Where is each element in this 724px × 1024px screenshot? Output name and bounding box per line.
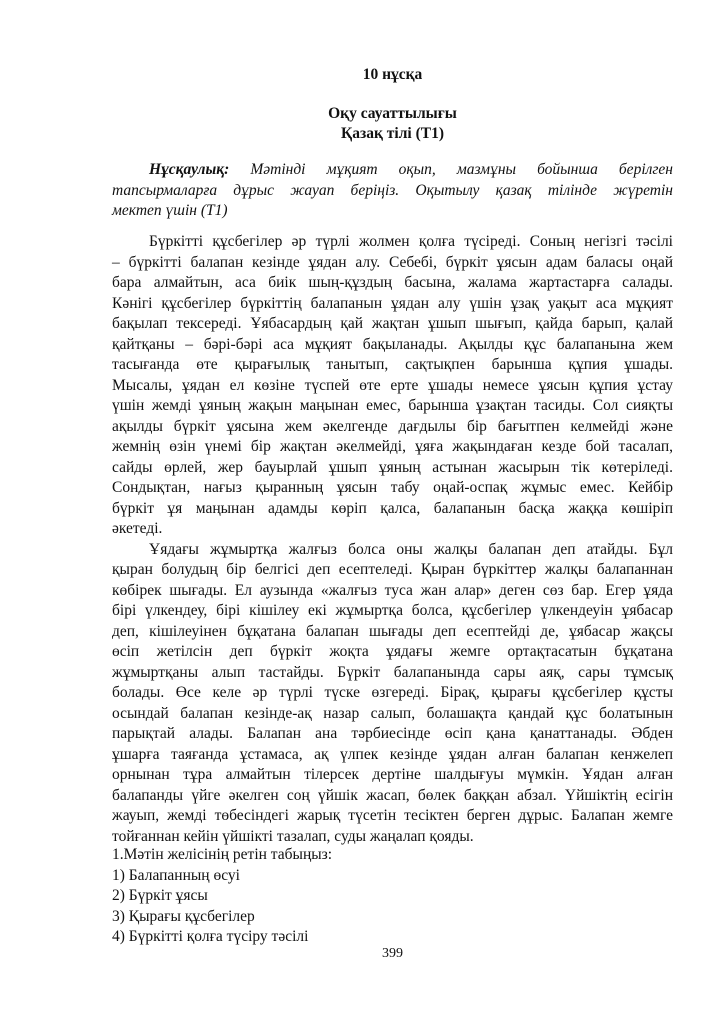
text-line: бара алмайтын, аса биік шың-құздың басына, жалама жартастарға салады. [112, 274, 673, 291]
text-line: жауып, жемді төбесіндегі жарық түсетін тесіктен берген дұрыс. Балапан жемге [112, 807, 673, 824]
paragraph-1 [112, 232, 673, 540]
text-line: қыран болудың бір белгісі деп есептеледі. Қыран бүркіттер жалқы балапаннан [112, 561, 673, 578]
subject-heading: Оқу сауаттылығы [328, 105, 457, 122]
text-line: Бүркітті құсбегілер әр түрлі жолмен қолға түсіреді. Соның негізгі тәсілі [149, 233, 673, 250]
text-line: бақылап тексереді. Ұябасардың қай жақтан ұшып шығып, қайда барып, қалай [112, 315, 673, 332]
text-line: Кәнігі құсбегілер бүркіттің балапанын ұядан алу үшін ұзақ уақыт аса мұқият [112, 294, 673, 312]
reading-text [112, 232, 673, 847]
variant-heading: 10 нұсқа [362, 66, 423, 83]
text-line: Ұядағы жұмыртқа жалғыз болса оны жалқы балапан деп атайды. Бұл [149, 540, 673, 558]
instruction-label: Нұсқаулық: [149, 161, 230, 178]
text-line: парықтай алады. Балапан ана тәрбиесінде өсіп қана қанаттанады. Әбден [112, 725, 673, 742]
text-line: өсіп жетілсін деп бүркіт жоқта ұядағы жемге ортақтасатын бұқатана [112, 643, 673, 660]
instruction-line: тапсырмаларға дұрыс жауап беріңіз. Оқытылу қазақ тілінде жүретін [112, 181, 673, 199]
text-line: әкетеді. [112, 520, 163, 537]
text-line: – бүркітті балапан кезінде ұядан алу. Себебі, бүркіт ұясын адам баласы оңай [112, 253, 673, 271]
instruction-line: Нұсқаулық: Мәтінді мұқият оқып, мазмұны бойынша берілген [149, 161, 673, 178]
text-line: сайды өрлей, жер бауырлай ұшып ұяның астынан жасырын тік көтеріледі. [112, 458, 673, 476]
answer-option[interactable]: 4) Бүркітті қолға түсіру тәсілі [112, 928, 309, 945]
text-line: бүркіт ұя маңынан адамды көріп қалса, балапанын басқа жаққа көшіріп [112, 499, 673, 517]
text-line: Сондықтан, нағыз қыранның ұясын табу оңай-оспақ жұмыс емес. Кейбір [112, 479, 673, 496]
question-block [112, 845, 673, 948]
text-line: тасығанда өте қырағылық танытып, сақтықпен барынша құпия ұшады. [112, 356, 673, 373]
text-line: орнынан тұра алмайтын тілерсек дертіне шалдығуы мүмкін. Ұядан алған [112, 766, 673, 783]
answer-option[interactable]: 1) Балапанның өсуі [112, 866, 240, 884]
paragraph-2 [112, 540, 673, 848]
instruction-line: мектеп үшін (Т1) [112, 202, 228, 219]
text-line: жемнің өзін үнемі бір жақтан әкелмейді, ұяға жақындаған кезде бой тасалап, [112, 438, 673, 455]
language-heading: Қазақ тілі (Т1) [341, 125, 444, 142]
text-line: тойғаннан кейін үйшікті тазалап, суды жаңалап қояды. [112, 827, 474, 845]
text-line: үшін жемді ұяның жақын маңынан емес, барынша ұзақтан тасиды. Сол сияқты [112, 397, 673, 414]
text-line: балапанды үйге әкелген соң үйшік жасап, бөлек баққан абзал. Үйшіктің есігін [112, 786, 673, 804]
text-line: бірі үлкендеу, бірі кішілеу екі жұмыртқа болса, құсбегілер үлкендеуін ұябасар [112, 602, 673, 619]
text-line: осындай балапан кезінде-ақ назар салып, болашақта қандай құс болатынын [112, 704, 673, 722]
text-line: ақылды бүркіт ұясына жем әкелгенде дағдылы бір бағытпен келмейді және [112, 417, 673, 435]
text-line: ұшарға таяғанда ұстамаса, ақ үлпек кезінде ұядан алған балапан кенжелеп [112, 745, 673, 763]
text-line: деп, кішілеуінен бұқатана балапан шығады деп есептейді де, ұябасар жақсы [112, 622, 673, 640]
text-line: болады. Өсе келе әр түрлі түске өзгереді. Бірақ, қырағы құсбегілер құсты [112, 684, 673, 701]
answer-option[interactable]: 2) Бүркіт ұясы [112, 887, 208, 904]
text-line: жұмыртқаны алып тастайды. Бүркіт балапанында сары аяқ, сары тұмсық [112, 663, 673, 681]
page-number: 399 [382, 946, 403, 961]
instruction-block [112, 160, 673, 222]
text-line: көбірек шығады. Ел аузында «жалғыз туса жан алар» деген сөз бар. Егер ұяда [112, 581, 673, 599]
text-line: қайтқаны – бәрі-бәрі аса мұқият бақыланады. Ақылды құс балапанына жем [112, 335, 673, 353]
question-prompt: 1.Мәтін желісінің ретін табыңыз: [112, 846, 333, 863]
answer-option[interactable]: 3) Қырағы құсбегілер [112, 907, 255, 925]
text-line: Мысалы, ұядан ел көзіне түспей өте ерте ұшады немесе ұясын құпия ұстау [112, 376, 673, 394]
